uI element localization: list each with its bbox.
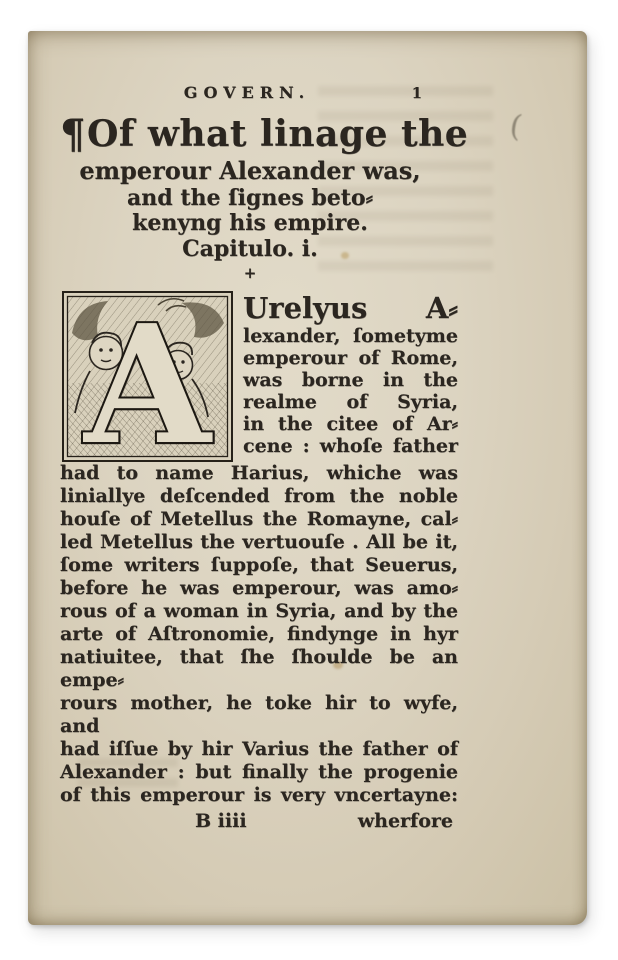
running-title: GOVERN.	[183, 83, 311, 102]
cross-ornament: +	[243, 264, 257, 282]
opening-line: realme of Syria,	[243, 391, 458, 413]
signature-mark: B iiii	[195, 810, 247, 832]
opening-line: emperour of Rome,	[243, 347, 458, 369]
body-line: of this emperour is very vncertayne:	[60, 784, 458, 806]
running-header	[60, 83, 458, 101]
book-page	[28, 31, 587, 925]
opening-line: in the citee of Ar⸗	[243, 413, 458, 435]
opening-line: was borne in the	[243, 369, 458, 391]
body-line: ſome writers ſuppoſe, that Seuerus,	[60, 554, 458, 576]
heading-line: and the ſignes beto⸗	[127, 185, 373, 211]
catchword: wherfore	[357, 810, 453, 832]
direction-line	[60, 810, 458, 833]
body-line: arte of Aſtronomie, findynge in hyr	[60, 623, 458, 645]
body-line: rours mother, he toke hir to wyfe, and	[60, 692, 458, 737]
initial-letter: A	[84, 291, 211, 462]
body-line: natiuitee, that ſhe ſhoulde be an empe⸗	[60, 646, 458, 691]
body-text	[60, 462, 458, 807]
body-line: led Metellus the vertuouſe . All be it,	[60, 531, 458, 553]
body-line: Alexander : but finally the progenie	[60, 761, 458, 783]
body-line: liniallye deſcended from the noble	[60, 485, 458, 507]
chapter-heading	[60, 111, 469, 282]
first-paragraph	[60, 291, 458, 462]
body-line: had iſſue by hir Varius the father of	[60, 738, 458, 760]
opening-line: lexander, ſometyme	[243, 325, 458, 347]
opening-line: Urelyus A⸗	[243, 291, 458, 325]
body-line: before he was emperour, was amo⸗	[60, 577, 458, 599]
body-line: rous of a woman in Syria, and by the	[60, 600, 458, 622]
chapter-number-line: Capitulo. i.	[182, 236, 318, 262]
woodcut-initial-A	[62, 291, 233, 462]
opening-line: cene : whoſe father	[243, 435, 458, 457]
body-line: had to name Harius, whiche was	[60, 462, 458, 484]
page-number: 1	[411, 84, 422, 102]
heading-line-text: Of what linage the	[86, 113, 469, 155]
opening-lines	[243, 291, 458, 462]
pilcrow-mark: ¶	[60, 111, 86, 158]
heading-line: emperour Alexander was,	[79, 156, 421, 185]
heading-line	[60, 111, 469, 158]
body-line: houſe of Metellus the Romayne, cal⸗	[60, 508, 458, 530]
heading-line: kenyng his empire.	[132, 210, 368, 236]
pen-mark: (	[507, 108, 525, 145]
